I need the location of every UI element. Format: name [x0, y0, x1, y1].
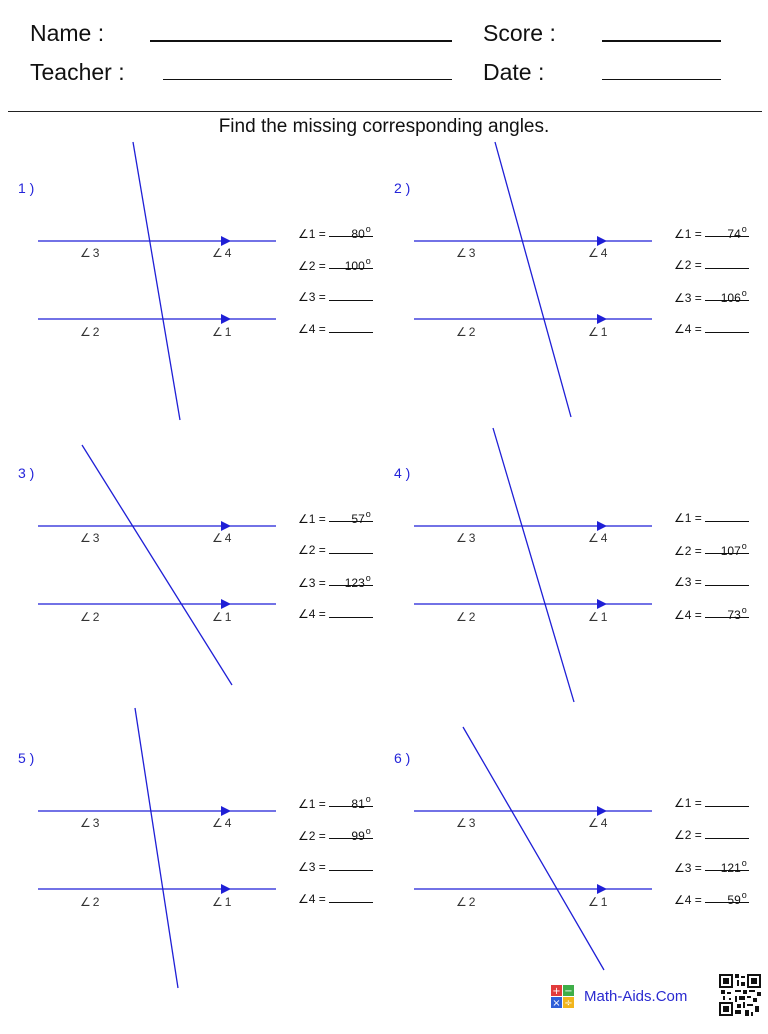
angle-number: 4 — [224, 531, 232, 545]
arrow-marker-bottom — [221, 314, 231, 324]
angle-symbol: ∠ — [80, 816, 91, 830]
answer-row-1 — [298, 223, 373, 241]
answer-label: 4 = — [684, 322, 702, 336]
arrow-marker-bottom — [221, 884, 231, 894]
angle-number: 2 — [92, 895, 100, 909]
qr-code-icon — [719, 974, 761, 1016]
angle-symbol: ∠ — [456, 531, 467, 545]
transversal-line — [493, 428, 574, 702]
angle-symbol: ∠ — [298, 259, 309, 273]
answer-row-4 — [298, 319, 373, 336]
answer-row-4 — [298, 604, 373, 621]
arrow-marker-bottom — [221, 599, 231, 609]
angle-symbol: ∠ — [674, 544, 685, 558]
problem-number: 2 ) — [394, 180, 411, 196]
answer-label: 2 = — [684, 544, 702, 558]
answer-label: 3 = — [308, 576, 326, 590]
angle-symbol: ∠ — [298, 543, 309, 557]
arrow-marker-top — [221, 236, 231, 246]
teacher-field[interactable] — [163, 79, 452, 80]
svg-text:−: − — [564, 986, 573, 997]
degree-symbol: o — [365, 256, 371, 266]
angle-label — [212, 531, 231, 545]
angle-symbol: ∠ — [674, 291, 685, 305]
answer-label: 2 = — [684, 258, 702, 272]
answer-blank[interactable] — [705, 793, 749, 807]
answer-blank[interactable] — [705, 287, 749, 305]
degree-symbol: o — [741, 224, 747, 234]
answer-label: 2 = — [308, 829, 326, 843]
answer-label: 4 = — [308, 607, 326, 621]
arrow-marker-top — [221, 806, 231, 816]
degree-symbol: o — [741, 541, 747, 551]
arrow-marker-top — [597, 521, 607, 531]
problem-1 — [18, 180, 398, 464]
problem-number: 3 ) — [18, 465, 35, 481]
angle-label — [456, 531, 475, 545]
answer-blank[interactable] — [329, 857, 373, 871]
angle-number: 1 — [224, 895, 232, 909]
angle-symbol: ∠ — [212, 325, 223, 339]
angle-label — [588, 610, 607, 624]
answer-row-1 — [298, 508, 373, 526]
answer-label: 1 = — [684, 796, 702, 810]
angle-symbol: ∠ — [674, 893, 685, 907]
angle-number: 3 — [468, 246, 476, 260]
angle-number: 2 — [468, 610, 476, 624]
angle-label — [80, 610, 99, 624]
angle-number: 3 — [92, 531, 100, 545]
answer-blank[interactable] — [705, 540, 749, 558]
calculator-logo-icon — [551, 985, 575, 1009]
answer-blank[interactable] — [329, 223, 373, 241]
angle-symbol: ∠ — [298, 322, 309, 336]
angle-symbol: ∠ — [212, 246, 223, 260]
answer-blank[interactable] — [329, 287, 373, 301]
score-field[interactable] — [602, 40, 721, 42]
answer-blank[interactable] — [705, 857, 749, 875]
angle-number: 3 — [468, 816, 476, 830]
angle-label — [80, 325, 99, 339]
answer-row-2 — [674, 255, 749, 272]
angle-symbol: ∠ — [588, 610, 599, 624]
date-label: Date : — [483, 59, 545, 85]
answer-label: 3 = — [308, 290, 326, 304]
answer-label: 1 = — [308, 797, 326, 811]
answer-label: 4 = — [308, 322, 326, 336]
degree-symbol: o — [741, 288, 747, 298]
answer-label: 1 = — [684, 511, 702, 525]
transversal-line — [133, 142, 180, 420]
angle-symbol: ∠ — [80, 325, 91, 339]
angle-number: 2 — [92, 610, 100, 624]
angle-label — [212, 895, 231, 909]
angle-number: 1 — [600, 610, 608, 624]
angle-symbol: ∠ — [588, 816, 599, 830]
degree-symbol: o — [365, 826, 371, 836]
angle-label — [588, 895, 607, 909]
degree-symbol: o — [365, 224, 371, 234]
angle-symbol: ∠ — [674, 322, 685, 336]
answer-row-4 — [298, 889, 373, 906]
angle-symbol: ∠ — [212, 816, 223, 830]
brand-link[interactable]: Math-Aids.Com — [584, 988, 688, 1005]
angle-label — [588, 246, 607, 260]
answer-row-2 — [674, 825, 749, 842]
angle-number: 1 — [600, 325, 608, 339]
answer-row-4 — [674, 889, 749, 907]
angle-label — [80, 246, 99, 260]
answer-row-3 — [674, 572, 749, 589]
instructions: Find the missing corresponding angles. — [218, 116, 550, 137]
angle-symbol: ∠ — [456, 246, 467, 260]
arrow-marker-bottom — [597, 599, 607, 609]
answer-blank[interactable] — [705, 825, 749, 839]
angle-symbol: ∠ — [298, 829, 309, 843]
problem-number: 6 ) — [394, 750, 411, 766]
angle-label — [80, 531, 99, 545]
angle-symbol: ∠ — [674, 796, 685, 810]
arrow-marker-bottom — [597, 884, 607, 894]
answer-label: 2 = — [684, 828, 702, 842]
header-divider — [8, 111, 762, 112]
answer-blank[interactable] — [705, 889, 749, 907]
problem-2 — [394, 180, 768, 464]
answer-label: 4 = — [684, 893, 702, 907]
angle-symbol: ∠ — [80, 610, 91, 624]
angle-symbol: ∠ — [674, 575, 685, 589]
angle-symbol: ∠ — [298, 860, 309, 874]
problem-4 — [394, 465, 768, 749]
arrow-marker-top — [221, 521, 231, 531]
score-label: Score : — [483, 20, 556, 46]
angle-symbol: ∠ — [588, 531, 599, 545]
teacher-label: Teacher : — [30, 59, 125, 85]
transversal-line — [495, 142, 571, 417]
angle-label — [80, 895, 99, 909]
angle-number: 3 — [468, 531, 476, 545]
angle-label — [212, 816, 231, 830]
answer-value: 59 — [727, 893, 741, 907]
answer-row-1 — [674, 793, 749, 810]
problem-number: 5 ) — [18, 750, 35, 766]
answer-value: 99 — [351, 829, 365, 843]
angle-symbol: ∠ — [674, 227, 685, 241]
answer-label: 2 = — [308, 543, 326, 557]
answer-blank[interactable] — [329, 604, 373, 618]
degree-symbol: o — [365, 509, 371, 519]
transversal-line — [82, 445, 232, 685]
name-label: Name : — [30, 20, 105, 46]
angle-symbol: ∠ — [674, 258, 685, 272]
angle-symbol: ∠ — [456, 610, 467, 624]
angle-symbol: ∠ — [456, 816, 467, 830]
answer-value: 57 — [351, 512, 365, 526]
problem-number: 1 ) — [18, 180, 35, 196]
degree-symbol: o — [365, 573, 371, 583]
answer-value: 74 — [727, 227, 741, 241]
angle-number: 2 — [92, 325, 100, 339]
angle-symbol: ∠ — [298, 227, 309, 241]
answer-blank[interactable] — [705, 319, 749, 333]
angle-number: 4 — [224, 246, 232, 260]
angle-symbol: ∠ — [212, 531, 223, 545]
angle-number: 4 — [600, 531, 608, 545]
angle-number: 3 — [92, 246, 100, 260]
answer-blank[interactable] — [329, 793, 373, 811]
answer-value: 121 — [720, 861, 741, 875]
name-field[interactable] — [150, 40, 452, 42]
angle-label — [212, 246, 231, 260]
angle-number: 4 — [224, 816, 232, 830]
angle-label — [588, 816, 607, 830]
svg-text:+: + — [552, 986, 561, 997]
answer-value: 106 — [720, 291, 741, 305]
angle-label — [456, 895, 475, 909]
answer-label: 3 = — [684, 291, 702, 305]
answer-blank[interactable] — [705, 508, 749, 522]
angle-symbol: ∠ — [588, 246, 599, 260]
degree-symbol: o — [741, 605, 747, 615]
answer-row-3 — [674, 287, 749, 305]
answer-label: 4 = — [684, 608, 702, 622]
angle-symbol: ∠ — [80, 531, 91, 545]
answer-row-2 — [298, 255, 373, 273]
angle-label — [456, 610, 475, 624]
answer-blank[interactable] — [329, 319, 373, 333]
angle-symbol: ∠ — [212, 895, 223, 909]
answer-label: 1 = — [684, 227, 702, 241]
angle-number: 3 — [92, 816, 100, 830]
angle-number: 1 — [600, 895, 608, 909]
angle-symbol: ∠ — [298, 892, 309, 906]
angle-symbol: ∠ — [298, 576, 309, 590]
answer-blank[interactable] — [705, 223, 749, 241]
answer-value: 123 — [344, 576, 365, 590]
angle-symbol: ∠ — [298, 607, 309, 621]
angle-label — [588, 325, 607, 339]
degree-symbol: o — [741, 858, 747, 868]
answer-label: 3 = — [684, 575, 702, 589]
transversal-line — [463, 727, 604, 970]
angle-number: 4 — [600, 246, 608, 260]
answer-blank[interactable] — [705, 572, 749, 586]
answer-label: 3 = — [308, 860, 326, 874]
answer-label: 3 = — [684, 861, 702, 875]
angle-label — [588, 531, 607, 545]
answer-row-4 — [674, 604, 749, 622]
angle-symbol: ∠ — [456, 895, 467, 909]
angle-symbol: ∠ — [212, 610, 223, 624]
answer-blank[interactable] — [329, 508, 373, 526]
answer-value: 81 — [351, 797, 365, 811]
angle-symbol: ∠ — [80, 895, 91, 909]
angle-symbol: ∠ — [80, 246, 91, 260]
angle-number: 1 — [224, 325, 232, 339]
answer-row-1 — [674, 508, 749, 525]
problem-3 — [18, 465, 398, 749]
angle-number: 1 — [224, 610, 232, 624]
answer-blank[interactable] — [329, 540, 373, 554]
angle-label — [80, 816, 99, 830]
answer-row-3 — [298, 287, 373, 304]
angle-symbol: ∠ — [298, 512, 309, 526]
answer-label: 1 = — [308, 512, 326, 526]
answer-value: 80 — [351, 227, 365, 241]
date-field[interactable] — [602, 79, 721, 80]
angle-number: 2 — [468, 325, 476, 339]
arrow-marker-bottom — [597, 314, 607, 324]
answer-row-2 — [298, 540, 373, 557]
answer-row-1 — [674, 223, 749, 241]
answer-blank[interactable] — [705, 604, 749, 622]
answer-row-3 — [674, 857, 749, 875]
answer-row-3 — [298, 572, 373, 590]
angle-symbol: ∠ — [674, 861, 685, 875]
answer-blank[interactable] — [329, 255, 373, 273]
angle-label — [456, 325, 475, 339]
angle-symbol: ∠ — [298, 290, 309, 304]
degree-symbol: o — [365, 794, 371, 804]
answer-label: 2 = — [308, 259, 326, 273]
transversal-line — [135, 708, 178, 988]
angle-number: 4 — [600, 816, 608, 830]
problem-6 — [394, 750, 768, 1034]
angle-label — [212, 610, 231, 624]
answer-row-1 — [298, 793, 373, 811]
angle-number: 2 — [468, 895, 476, 909]
answer-row-2 — [298, 825, 373, 843]
angle-symbol: ∠ — [674, 828, 685, 842]
angle-label — [456, 816, 475, 830]
angle-label — [212, 325, 231, 339]
answer-row-3 — [298, 857, 373, 874]
svg-text:×: × — [552, 998, 561, 1009]
answer-blank[interactable] — [329, 825, 373, 843]
answer-value: 73 — [727, 608, 741, 622]
angle-symbol: ∠ — [674, 511, 685, 525]
arrow-marker-top — [597, 806, 607, 816]
angle-label — [456, 246, 475, 260]
problem-number: 4 ) — [394, 465, 411, 481]
arrow-marker-top — [597, 236, 607, 246]
angle-symbol: ∠ — [298, 797, 309, 811]
svg-text:÷: ÷ — [564, 998, 573, 1009]
angle-symbol: ∠ — [674, 608, 685, 622]
answer-value: 100 — [344, 259, 365, 273]
answer-row-4 — [674, 319, 749, 336]
answer-value: 107 — [720, 544, 741, 558]
answer-label: 1 = — [308, 227, 326, 241]
problem-5 — [18, 750, 398, 1034]
answer-label: 4 = — [308, 892, 326, 906]
answer-row-2 — [674, 540, 749, 558]
answer-blank[interactable] — [705, 255, 749, 269]
angle-symbol: ∠ — [588, 895, 599, 909]
answer-blank[interactable] — [329, 889, 373, 903]
answer-blank[interactable] — [329, 572, 373, 590]
angle-symbol: ∠ — [456, 325, 467, 339]
angle-symbol: ∠ — [588, 325, 599, 339]
degree-symbol: o — [741, 890, 747, 900]
